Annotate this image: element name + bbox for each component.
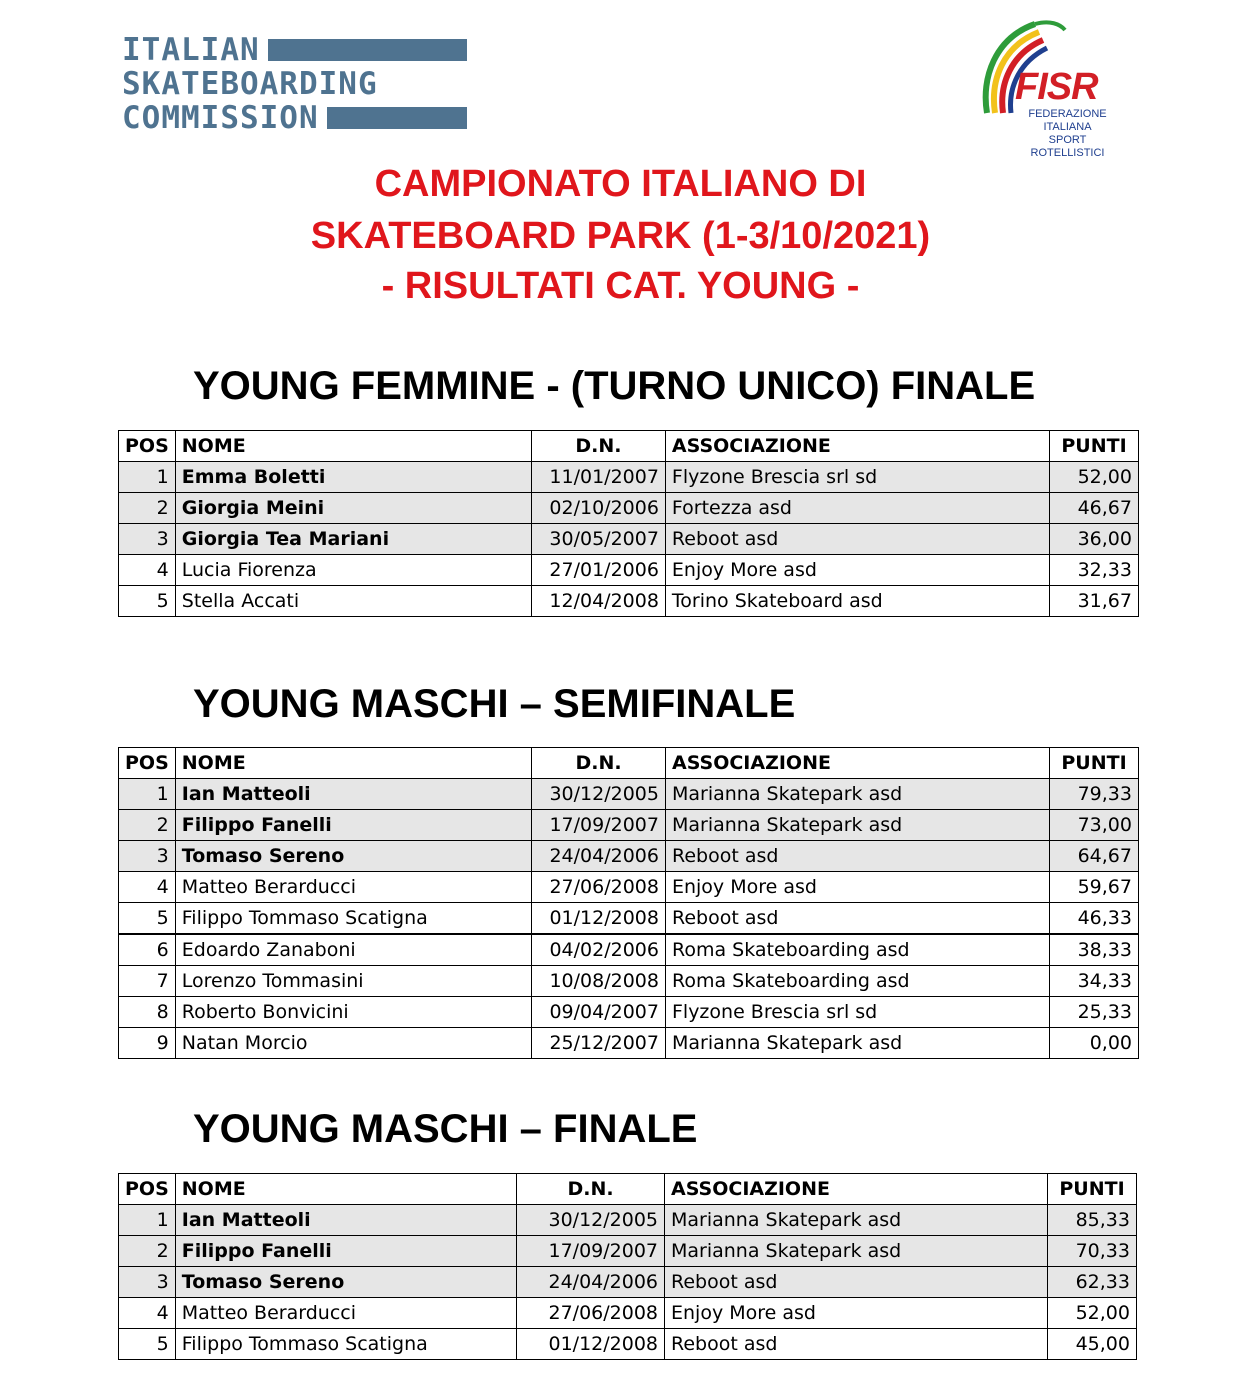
cell-name: Tomaso Sereno — [175, 1267, 516, 1298]
cell-assoc: Fortezza asd — [665, 493, 1049, 524]
results-table-young-femmine — [118, 430, 1139, 617]
cell-points: 31,67 — [1050, 586, 1139, 617]
table-row — [119, 810, 1139, 841]
header-dob: D.N. — [532, 748, 666, 779]
results-table-young-maschi-finale — [118, 1173, 1137, 1360]
cell-points: 70,33 — [1048, 1236, 1137, 1267]
table-row — [119, 1329, 1137, 1360]
table-row — [119, 966, 1139, 997]
table-row — [119, 1267, 1137, 1298]
table-row — [119, 462, 1139, 493]
cell-points: 36,00 — [1050, 524, 1139, 555]
header-points: PUNTI — [1048, 1174, 1137, 1205]
header-name: NOME — [175, 748, 531, 779]
cell-points: 79,33 — [1050, 779, 1139, 810]
cell-pos: 9 — [119, 1028, 176, 1059]
cell-pos: 5 — [119, 903, 176, 935]
cell-dob: 27/06/2008 — [532, 872, 666, 903]
fisr-logo — [975, 18, 1125, 159]
table-row — [119, 1236, 1137, 1267]
cell-name: Lucia Fiorenza — [175, 555, 531, 586]
cell-points: 52,00 — [1050, 462, 1139, 493]
cell-points: 73,00 — [1050, 810, 1139, 841]
fisr-subtitle-line-2: SPORT ROTELLISTICI — [1030, 134, 1105, 159]
cell-assoc: Reboot asd — [665, 524, 1049, 555]
logo-bar — [268, 39, 467, 61]
cell-points: 46,67 — [1050, 493, 1139, 524]
cell-assoc: Reboot asd — [665, 841, 1049, 872]
cell-dob: 27/06/2008 — [517, 1298, 665, 1329]
cell-assoc: Marianna Skatepark asd — [665, 1028, 1049, 1059]
header-assoc: ASSOCIAZIONE — [665, 1174, 1048, 1205]
cell-assoc: Reboot asd — [665, 1267, 1048, 1298]
cell-dob: 04/02/2006 — [532, 934, 666, 966]
cell-assoc: Reboot asd — [665, 903, 1049, 935]
cell-pos: 4 — [119, 872, 176, 903]
cell-assoc: Reboot asd — [665, 1329, 1048, 1360]
cell-points: 34,33 — [1050, 966, 1139, 997]
cell-pos: 2 — [119, 493, 176, 524]
cell-name: Roberto Bonvicini — [175, 997, 531, 1028]
logo-word-skateboarding: SKATEBOARDING — [122, 66, 378, 102]
table-row — [119, 586, 1139, 617]
cell-assoc: Torino Skateboard asd — [665, 586, 1049, 617]
table-row — [119, 493, 1139, 524]
cell-pos: 5 — [119, 1329, 176, 1360]
cell-points: 52,00 — [1048, 1298, 1137, 1329]
cell-pos: 1 — [119, 779, 176, 810]
logo-word-italian: ITALIAN — [122, 32, 260, 68]
cell-pos: 8 — [119, 997, 176, 1028]
cell-assoc: Roma Skateboarding asd — [665, 934, 1049, 966]
cell-pos: 5 — [119, 586, 176, 617]
header-points: PUNTI — [1050, 431, 1139, 462]
page-title-line-3: - RISULTATI CAT. YOUNG - — [381, 265, 860, 307]
cell-points: 45,00 — [1048, 1329, 1137, 1360]
fisr-wordmark: FISR — [1015, 66, 1098, 108]
cell-pos: 4 — [119, 1298, 176, 1329]
cell-dob: 12/04/2008 — [532, 586, 666, 617]
cell-points: 46,33 — [1050, 903, 1139, 935]
section-title-young-femmine: YOUNG FEMMINE - (TURNO UNICO) FINALE — [193, 364, 1036, 408]
table-header-row — [119, 1174, 1137, 1205]
header-points: PUNTI — [1050, 748, 1139, 779]
cell-dob: 09/04/2007 — [532, 997, 666, 1028]
cell-dob: 30/12/2005 — [517, 1205, 665, 1236]
cell-pos: 1 — [119, 462, 176, 493]
cell-dob: 24/04/2006 — [517, 1267, 665, 1298]
cell-name: Lorenzo Tommasini — [175, 966, 531, 997]
cell-dob: 30/05/2007 — [532, 524, 666, 555]
fisr-subtitle — [1015, 108, 1120, 160]
table-row — [119, 934, 1139, 966]
cell-points: 64,67 — [1050, 841, 1139, 872]
cell-name: Matteo Berarducci — [175, 1298, 516, 1329]
cell-dob: 17/09/2007 — [532, 810, 666, 841]
cell-dob: 30/12/2005 — [532, 779, 666, 810]
cell-name: Ian Matteoli — [175, 1205, 516, 1236]
cell-assoc: Enjoy More asd — [665, 1298, 1048, 1329]
table-row — [119, 997, 1139, 1028]
cell-points: 59,67 — [1050, 872, 1139, 903]
cell-pos: 2 — [119, 810, 176, 841]
cell-assoc: Flyzone Brescia srl sd — [665, 462, 1049, 493]
table-header-row — [119, 431, 1139, 462]
cell-name: Giorgia Tea Mariani — [175, 524, 531, 555]
cell-name: Stella Accati — [175, 586, 531, 617]
header-dob: D.N. — [517, 1174, 665, 1205]
header-dob: D.N. — [532, 431, 666, 462]
page-title-line-1: CAMPIONATO ITALIANO DI — [374, 163, 867, 205]
cell-assoc: Marianna Skatepark asd — [665, 810, 1049, 841]
cell-assoc: Enjoy More asd — [665, 555, 1049, 586]
cell-dob: 27/01/2006 — [532, 555, 666, 586]
fisr-subtitle-line-1: FEDERAZIONE ITALIANA — [1028, 108, 1107, 133]
table-row — [119, 1298, 1137, 1329]
table-row — [119, 872, 1139, 903]
cell-points: 0,00 — [1050, 1028, 1139, 1059]
cell-assoc: Roma Skateboarding asd — [665, 966, 1049, 997]
italian-skateboarding-commission-logo — [122, 32, 467, 136]
cell-name: Emma Boletti — [175, 462, 531, 493]
cell-pos: 3 — [119, 524, 176, 555]
cell-assoc: Marianna Skatepark asd — [665, 1236, 1048, 1267]
cell-pos: 7 — [119, 966, 176, 997]
table-row — [119, 524, 1139, 555]
cell-dob: 11/01/2007 — [532, 462, 666, 493]
cell-pos: 1 — [119, 1205, 176, 1236]
cell-points: 32,33 — [1050, 555, 1139, 586]
table-row — [119, 841, 1139, 872]
header-name: NOME — [175, 1174, 516, 1205]
cell-points: 85,33 — [1048, 1205, 1137, 1236]
header-assoc: ASSOCIAZIONE — [665, 431, 1049, 462]
table-row — [119, 1205, 1137, 1236]
header-pos: POS — [119, 431, 176, 462]
table-row — [119, 555, 1139, 586]
page-title-line-2: SKATEBOARD PARK (1-3/10/2021) — [310, 215, 931, 257]
cell-assoc: Flyzone Brescia srl sd — [665, 997, 1049, 1028]
results-table-young-maschi-semifinale — [118, 747, 1139, 1059]
cell-name: Matteo Berarducci — [175, 872, 531, 903]
cell-pos: 2 — [119, 1236, 176, 1267]
cell-name: Filippo Tommaso Scatigna — [175, 1329, 516, 1360]
header-name: NOME — [175, 431, 531, 462]
cell-dob: 25/12/2007 — [532, 1028, 666, 1059]
table-row — [119, 903, 1139, 935]
logo-line-3 — [122, 100, 467, 136]
cell-dob: 24/04/2006 — [532, 841, 666, 872]
cell-points: 62,33 — [1048, 1267, 1137, 1298]
cell-dob: 10/08/2008 — [532, 966, 666, 997]
cell-dob: 17/09/2007 — [517, 1236, 665, 1267]
table-row — [119, 779, 1139, 810]
cell-dob: 01/12/2008 — [532, 903, 666, 935]
section-title-young-maschi-semifinale: YOUNG MASCHI – SEMIFINALE — [193, 682, 796, 726]
cell-name: Filippo Fanelli — [175, 1236, 516, 1267]
cell-assoc: Marianna Skatepark asd — [665, 779, 1049, 810]
cell-pos: 3 — [119, 1267, 176, 1298]
logo-word-commission: COMMISSION — [122, 100, 319, 136]
header-assoc: ASSOCIAZIONE — [665, 748, 1049, 779]
cell-name: Ian Matteoli — [175, 779, 531, 810]
cell-name: Filippo Fanelli — [175, 810, 531, 841]
cell-dob: 02/10/2006 — [532, 493, 666, 524]
table-header-row — [119, 748, 1139, 779]
cell-pos: 4 — [119, 555, 176, 586]
logo-bar — [327, 107, 467, 129]
cell-assoc: Enjoy More asd — [665, 872, 1049, 903]
cell-name: Giorgia Meini — [175, 493, 531, 524]
cell-name: Filippo Tommaso Scatigna — [175, 903, 531, 935]
cell-name: Edoardo Zanaboni — [175, 934, 531, 966]
cell-assoc: Marianna Skatepark asd — [665, 1205, 1048, 1236]
logo-line-1 — [122, 32, 467, 68]
header-pos: POS — [119, 748, 176, 779]
cell-dob: 01/12/2008 — [517, 1329, 665, 1360]
table-row — [119, 1028, 1139, 1059]
cell-pos: 6 — [119, 934, 176, 966]
logo-line-2 — [122, 66, 467, 102]
cell-pos: 3 — [119, 841, 176, 872]
cell-points: 25,33 — [1050, 997, 1139, 1028]
cell-points: 38,33 — [1050, 934, 1139, 966]
cell-name: Tomaso Sereno — [175, 841, 531, 872]
cell-name: Natan Morcio — [175, 1028, 531, 1059]
section-title-young-maschi-finale: YOUNG MASCHI – FINALE — [193, 1107, 698, 1151]
header-pos: POS — [119, 1174, 176, 1205]
